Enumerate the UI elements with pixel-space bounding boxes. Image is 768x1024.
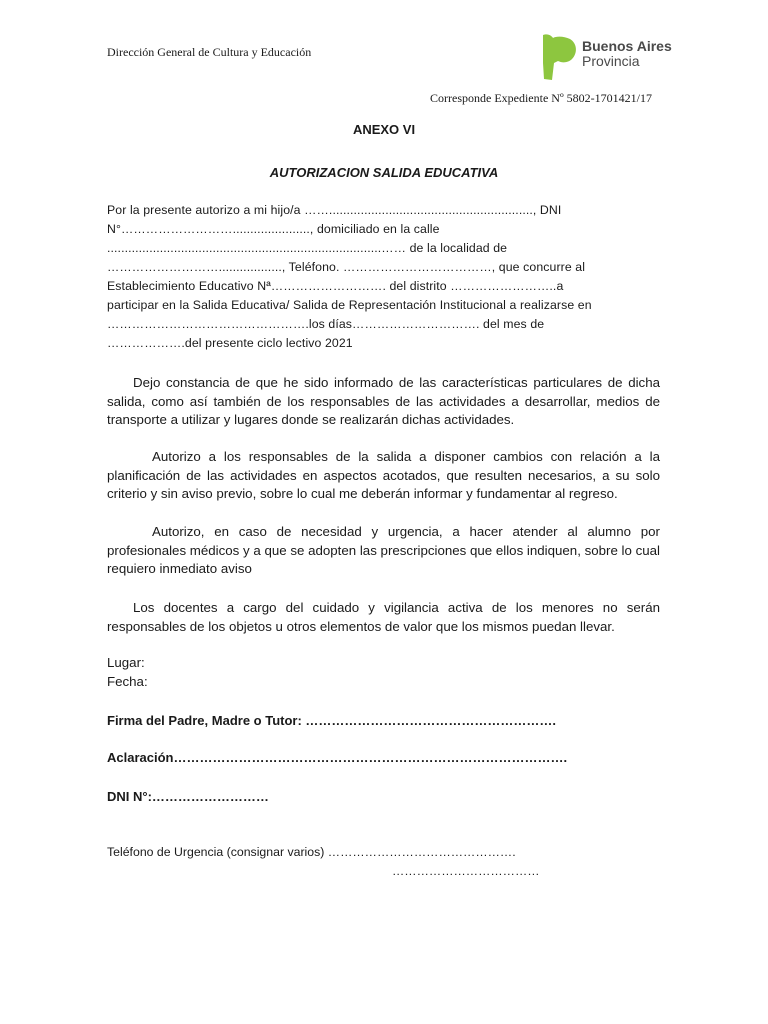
paragraph-text: Autorizo, en caso de necesidad y urgencia, a hacer atender al alumno por profesionales médicos y a que se adopten las prescripciones que ellos indiquen, sobre lo cual requiero inmediato aviso <box>107 524 660 576</box>
telefono-urgencia-line: Teléfono de Urgencia (consignar varios) ………………………………………. <box>107 845 516 859</box>
paragraph-constancia <box>107 374 660 430</box>
paragraph-text: Autorizo a los responsables de la salida a disponer cambios con relación a la planificación de las actividades en aspectos acotados, que resulten necesarios, a su solo criterio y sin aviso previo, sobre lo cual me deberán informar y fundamentar al regreso. <box>107 449 660 501</box>
dni-line: DNI N°:……………………… <box>107 789 269 804</box>
form-line: Por la presente autorizo a mi hijo/a …….........................................................., DNI <box>107 203 562 217</box>
firma-line: Firma del Padre, Madre o Tutor: …………………………………………………. <box>107 713 557 728</box>
telefono-urgencia-continuation: ……………………………… <box>392 864 540 878</box>
paragraph-docentes <box>107 599 660 636</box>
annex-heading: ANEXO VI <box>352 122 416 137</box>
form-line: ..............................................................................…… de la localidad de <box>107 241 508 255</box>
paragraph-text: Los docentes a cargo del cuidado y vigilancia activa de los menores no serán responsables de los objetos u otros elementos de valor que los mismos puedan llevar. <box>107 600 660 634</box>
expediente-reference: Corresponde Expediente Nº 5802-1701421/17 <box>430 91 653 105</box>
form-line: participar en la Salida Educativa/ Salida de Representación Institucional a realizarse en <box>107 298 592 312</box>
lugar-label: Lugar: <box>107 655 145 670</box>
buenos-aires-provincia-emblem-icon <box>538 33 578 81</box>
paragraph-cambios <box>107 448 660 504</box>
form-line: ……………….del presente ciclo lectivo 2021 <box>107 336 353 350</box>
form-line: ………………………………………….los días…………………………. del mes de <box>107 317 545 331</box>
paragraph-text: Dejo constancia de que he sido informado de las características particulares de dicha salida, como así también de los responsables de las actividades a desarrollar, medios de transporte a utilizar y lugares donde se realizarán dichas actividades. <box>107 375 660 427</box>
logo-text <box>582 39 672 69</box>
aclaracion-line: Aclaración………………………………………………………………………………. <box>107 750 568 765</box>
header-organization: Dirección General de Cultura y Educación <box>107 45 312 59</box>
form-line: ……………………….................., Teléfono. ………………………………, que concurre al <box>107 260 586 274</box>
logo-line2: Provincia <box>582 53 640 69</box>
paragraph-urgencia <box>107 523 660 579</box>
form-line: Establecimiento Educativo Nª………………………. del distrito ……………………..a <box>107 279 564 293</box>
form-line: N°………………………......................, domiciliado en la calle <box>107 222 440 236</box>
document-title: AUTORIZACION SALIDA EDUCATIVA <box>269 165 499 180</box>
logo-line1: Buenos Aires <box>582 38 672 54</box>
fecha-label: Fecha: <box>107 674 148 689</box>
province-logo <box>538 33 678 81</box>
